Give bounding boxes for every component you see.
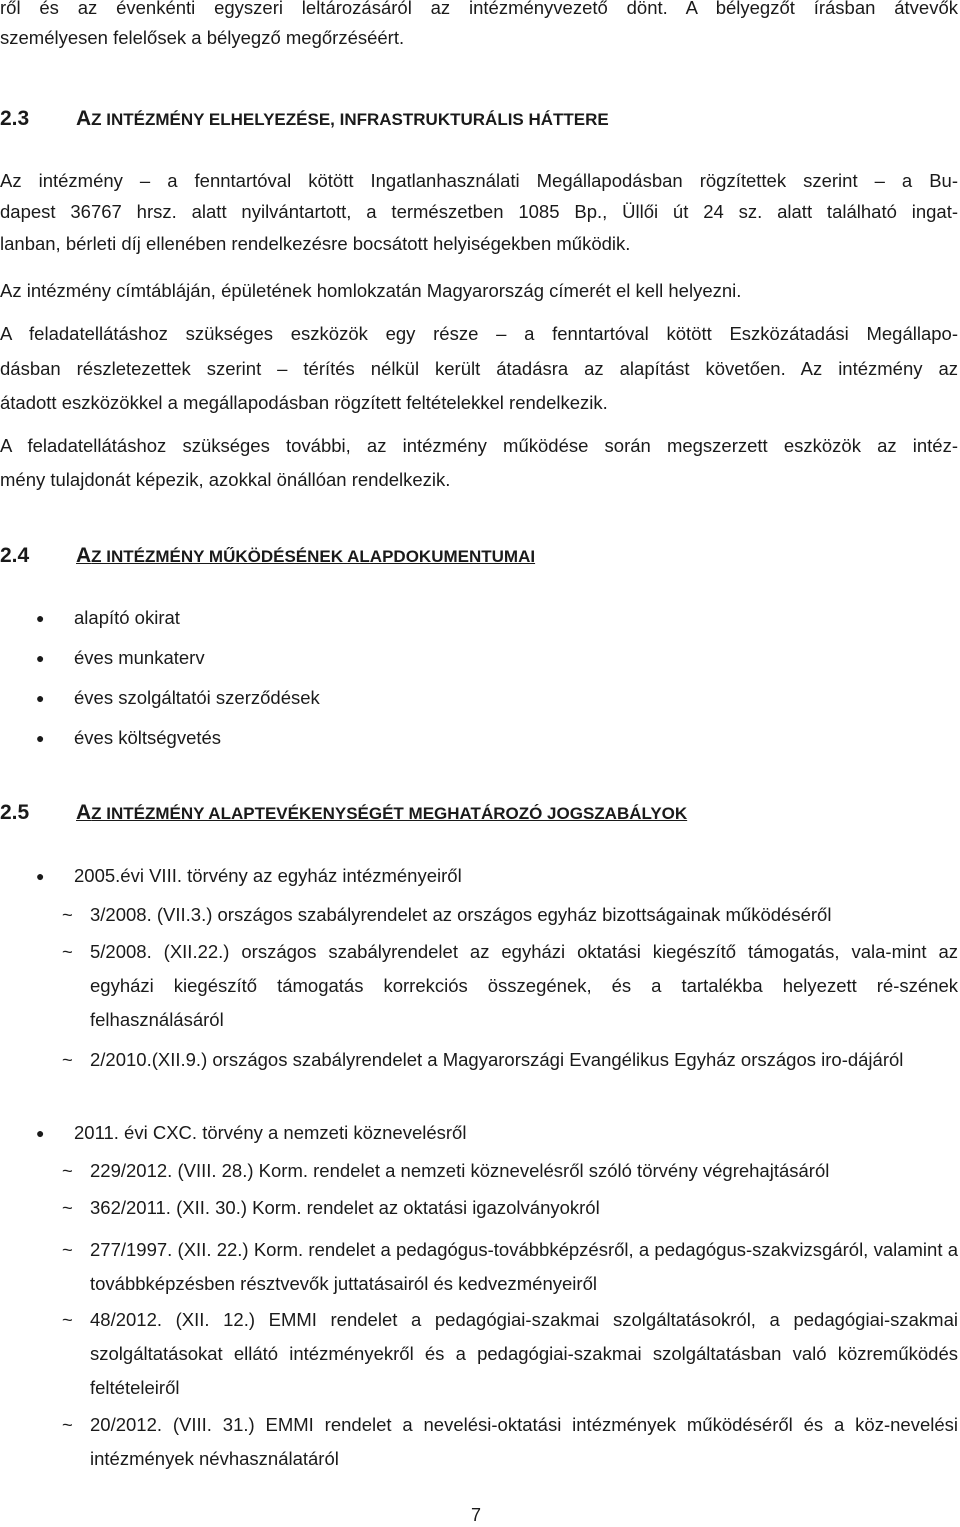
- tilde-icon: ~: [62, 1239, 73, 1260]
- tilde-icon: ~: [62, 904, 73, 925]
- paragraph-line: mény tulajdonát képezik, azokkal önállóan rendelkezik.: [0, 469, 451, 490]
- bullet-icon: ●: [36, 868, 45, 884]
- sub-law-item: ~ 5/2008. (XII.22.) országos szabályrendelet az egyházi oktatási kiegészítő támogatás, vala-mint az egyházi kiegészítő támogatás korrekciós összegének, és a tartalékba helyezett ré-szének felhasználásáról: [62, 935, 958, 1039]
- sub-law-item: ~ 2/2010.(XII.9.) országos szabályrendelet a Magyarországi Evangélikus Egyház országos iro-dájáról: [62, 1043, 958, 1113]
- tilde-icon: ~: [62, 941, 73, 962]
- tilde-icon: ~: [62, 1414, 73, 1435]
- paragraph-line: átadott eszközökkel a megállapodásban rögzített feltételekkel rendelkezik.: [0, 392, 608, 413]
- bullet-icon: ●: [36, 610, 45, 626]
- sub-law-item: ~ 277/1997. (XII. 22.) Korm. rendelet a pedagógus-továbbképzésről, a pedagógus-szakvizsgáról, valamint a továbbképzésben résztvevők juttatásairól és kedvezményeiről: [62, 1233, 958, 1303]
- paragraph-line: lanban, bérleti díj ellenében rendelkezésre bocsátott helyiségekben működik.: [0, 233, 631, 254]
- tilde-icon: ~: [62, 1309, 73, 1330]
- paragraph-line: dapest 36767 hrsz. alatt nyilvántartott, a természetben 1085 Bp., Üllői út 24 sz. alatt található ingat-: [0, 201, 958, 222]
- bullet-icon: ●: [36, 690, 45, 706]
- section-number: 2.3: [0, 107, 30, 130]
- tilde-icon: ~: [62, 1160, 73, 1181]
- section-number: 2.5: [0, 801, 30, 824]
- section-title: AZ INTÉZMÉNY MŰKÖDÉSÉNEK ALAPDOKUMENTUMAI: [76, 544, 536, 567]
- section-title: AZ INTÉZMÉNY ELHELYEZÉSE, INFRASTRUKTURÁLIS HÁTTERE: [76, 107, 609, 130]
- intro-line-1: ről és az évenkénti egyszeri leltározásáról az intézményvezető dönt. A bélyegzőt írásban átvevők: [0, 0, 958, 18]
- document-page: ről és az évenkénti egyszeri leltározásáról az intézményvezető dönt. A bélyegzőt írásban átvevők személyesen felelősek a bélyegző megőrzéséért. 2.3 AZ INTÉZMÉNY ELHELYEZÉSE, INFRASTRUKTURÁLIS HÁTTERE Az intézmény – a fenntartóval kötött Ingatlanhasználati Megállapodásban rögzítettek szerint – a Bu- dapest 36767 hrsz. alatt nyilvántartott, a természetben 1085 Bp., Üllői út 24 sz. alatt található ingat- lanban, bérleti díj ellenében rendelkezésre bocsátott helyiségekben működik. Az intézmény címtábláján, épületének homlokzatán Magyarország címerét el kell helyezni. A feladatellátáshoz szükséges eszközök egy része – a fenntartóval kötött Eszközátadási Megállapo- dásban részletezettek szerint – térítés nélkül került átadásra az alapítást követően. Az intézmény az átadott eszközökkel a megállapodásban rögzített feltételekkel rendelkezik. A feladatellátáshoz szükséges további, az intézmény működése során megszerzett eszközök az intéz- mény tulajdonát képezik, azokkal önállóan rendelkezik. 2.4 AZ INTÉZMÉNY MŰKÖDÉSÉNEK ALAPDOKUMENTUMAI ● alapító okirat ● éves munkaterv ● éves szolgáltatói szerződések ● éves költségvetés 2.5 AZ INTÉZMÉNY ALAPTEVÉKENYSÉGÉT MEGHATÁROZÓ JOGSZABÁLYOK ● 2005.évi VIII. törvény az egyház intézményeiről ~ 3/2008. (VII.3.) országos szabályrendelet az országos egyház bizottságainak működéséről ~ 5/2008. (XII.22.) országos szabályrendelet az egyházi oktatási kiegészítő támogatás, vala-mint az egyházi kiegészítő támogatás korrekciós összegének, és a tartalékba helyezett ré-szének felhasználásáról ~ 2/2010.(XII.9.) országos szabályrendelet a Magyarországi Evangélikus Egyház országos iro-dájáról ● 2011. évi CXC. törvény a nemzeti köznevelésről ~ 229/2012. (VIII. 28.) Korm. rendelet a nemzeti köznevelésről szóló törvény végrehajtásáról ~ 362/2011. (XII. 30.) Korm. rendelet az oktatási igazolványokról ~ 277/1997. (XII. 22.) Korm. rendelet a pedagógus-továbbképzésről, a pedagógus-szakvizsgáról, valamint a továbbképzésben résztvevők juttatásairól és kedvezményeiről ~ 48/2012. (XII. 12.) EMMI rendelet a pedagógiai-szakmai szolgáltatásokról, a pedagógiai-szakmai szolgáltatásokat ellátó intézményekről és a pedagógiai-szakmai szolgáltatásban való közreműködés feltételeiről ~ 20/2012. (VIII. 31.) EMMI rendelet a nevelési-oktatási intézmények működéséről és a köz-nevelési intézmények névhasználatáról 7: [0, 0, 960, 1527]
- paragraph-line: Az intézmény – a fenntartóval kötött Ingatlanhasználati Megállapodásban rögzítettek szerint – a Bu-: [0, 170, 958, 191]
- paragraph-line: A feladatellátáshoz szükséges további, az intézmény működése során megszerzett eszközök az intéz-: [0, 435, 958, 456]
- bullet-icon: ●: [36, 650, 45, 666]
- paragraph: Az intézmény címtábláján, épületének homlokzatán Magyarország címerét el kell helyezni.: [0, 280, 742, 301]
- sub-law-item: ~ 48/2012. (XII. 12.) EMMI rendelet a pedagógiai-szakmai szolgáltatásokról, a pedagógiai-szakmai szolgáltatásokat ellátó intézményekről és a pedagógiai-szakmai szolgáltatásban való közreműködés feltételeiről: [62, 1303, 958, 1407]
- tilde-icon: ~: [62, 1197, 73, 1218]
- section-title: AZ INTÉZMÉNY ALAPTEVÉKENYSÉGÉT MEGHATÁROZÓ JOGSZABÁLYOK: [76, 801, 688, 824]
- bullet-icon: ●: [36, 730, 45, 746]
- section-number: 2.4: [0, 544, 30, 567]
- sub-law-item: ~ 20/2012. (VIII. 31.) EMMI rendelet a nevelési-oktatási intézmények működéséről és a köz-nevelési intézmények névhasználatáról: [62, 1408, 958, 1478]
- paragraph-line: A feladatellátáshoz szükséges eszközök egy része – a fenntartóval kötött Eszközátadási Megállapo-: [0, 323, 958, 344]
- page-number: 7: [471, 1505, 482, 1525]
- paragraph-line: dásban részletezettek szerint – térítés nélkül került átadásra az alapítást követően. Az intézmény az: [0, 358, 958, 379]
- intro-line-2: személyesen felelősek a bélyegző megőrzéséért.: [0, 27, 405, 48]
- bullet-icon: ●: [36, 1125, 45, 1141]
- tilde-icon: ~: [62, 1049, 73, 1070]
